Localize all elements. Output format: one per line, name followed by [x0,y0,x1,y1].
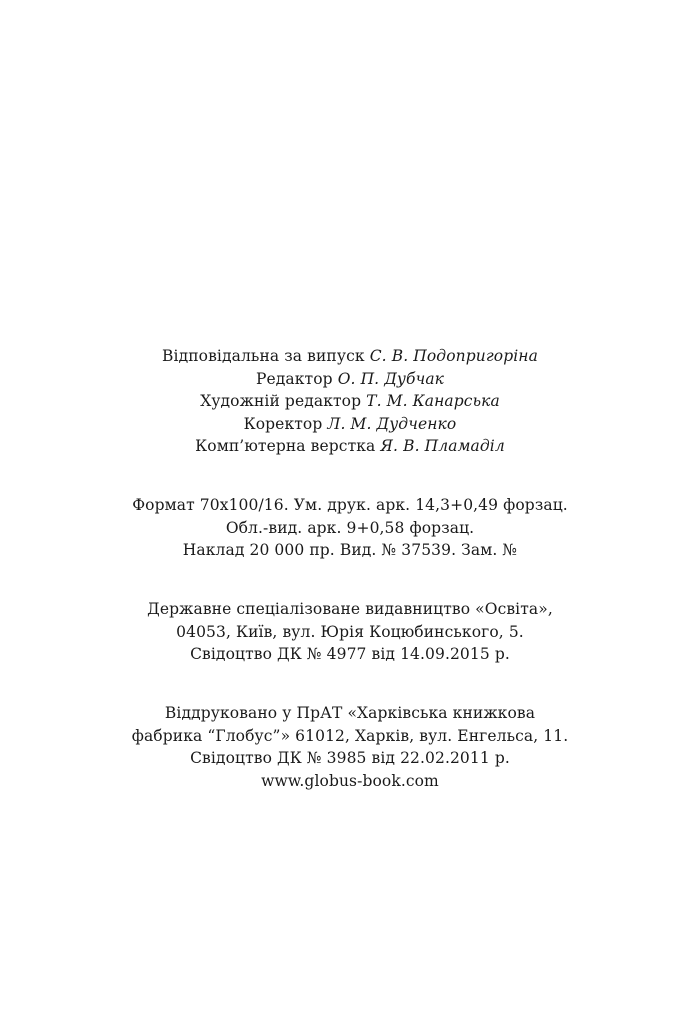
publisher-address: 04053, Київ, вул. Юрія Коцюбинського, 5. [176,622,524,641]
credit-person: Л. М. Дудченко [327,414,457,433]
credit-person: Я. В. Пламаділ [380,437,505,455]
credit-person: О. П. Дубчак [337,369,445,388]
credit-line-editor [0,368,700,391]
credit-line-proofreader [0,413,700,436]
credit-line-responsible [0,345,700,368]
credit-role: Відповідальна за випуск [162,347,365,365]
credit-person: С. В. Подопригоріна [369,347,538,365]
credit-line-art-editor [0,390,700,413]
format-line: Формат 70x100/16. Ум. друк. арк. 14,3+0,49 форзац. [132,496,568,514]
printer-address: фабрика “Глобус”» 61012, Харків, вул. Енгельса, 11. [131,726,569,745]
publishing-sheets-line: Обл.-вид. арк. 9+0,58 форзац. [225,518,475,537]
credit-role: Коректор [243,414,323,433]
credit-role: Редактор [255,369,333,388]
credits-block [0,345,700,458]
printer-certificate: Свідоцтво ДК № 3985 від 22.02.2011 р. [190,749,510,767]
credit-line-layout [0,435,700,458]
credit-role: Художній редактор [200,392,362,410]
format-block [0,494,700,562]
printer-block [0,702,700,792]
printer-name: Віддруковано у ПрАТ «Харківська книжкова [164,704,536,722]
credit-role: Комп’ютерна верстка [195,437,376,455]
print-run-line: Наклад 20 000 пр. Вид. № 37539. Зам. № [182,541,518,559]
printer-website: www.globus-book.com [261,771,439,790]
publisher-name: Державне спеціалізоване видавництво «Освіта», [147,600,553,618]
publisher-block [0,598,700,666]
publisher-certificate: Свідоцтво ДК № 4977 від 14.09.2015 р. [190,645,510,663]
credit-person: Т. М. Канарська [366,392,500,410]
